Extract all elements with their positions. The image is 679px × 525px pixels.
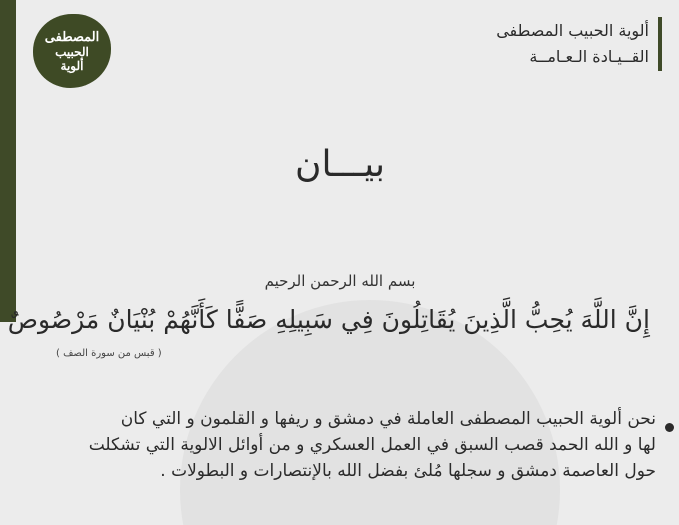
- logo-text-line-1: المصطفى: [44, 29, 100, 45]
- quran-verse: إِنَّ اللَّهَ يُحِبُّ الَّذِينَ يُقَاتِلُونَ فِي سَبِيلِهِ صَفًّا كَأَنَّهُمْ بُنْيَانٌ مَرْصُوصٌ: [7, 305, 650, 334]
- bullet-point-icon: [665, 423, 674, 432]
- verse-citation: ( قبس من سورة الصف ): [56, 348, 162, 359]
- document-heading: بيـــان: [295, 144, 385, 185]
- department-name: القــيـادة الـعـامــة: [529, 47, 649, 66]
- brigade-logo: [33, 14, 111, 88]
- logo-text-line-2: الحبيب: [55, 44, 89, 59]
- basmala: بسم الله الرحمن الرحيم: [264, 272, 416, 290]
- letterhead-divider: [658, 17, 662, 71]
- paragraph-line: حول العاصمة دمشق و سجلها مُلئ بفضل الله بالإنتصارات و البطولات .: [160, 461, 656, 481]
- paragraph-line: لها و الله الحمد قصب السبق في العمل العسكري و من أوائل الالوية التي تشكلت: [88, 435, 656, 455]
- logo-text-line-3: ألوية: [60, 58, 84, 73]
- organization-name: ألوية الحبيب المصطفى: [496, 21, 649, 40]
- letterhead: [466, 15, 662, 71]
- paragraph-line: نحن ألوية الحبيب المصطفى العاملة في دمشق و ريفها و القلمون و التي كان: [120, 409, 656, 429]
- statement-paragraph: [60, 406, 656, 484]
- side-accent-bar: [0, 0, 16, 322]
